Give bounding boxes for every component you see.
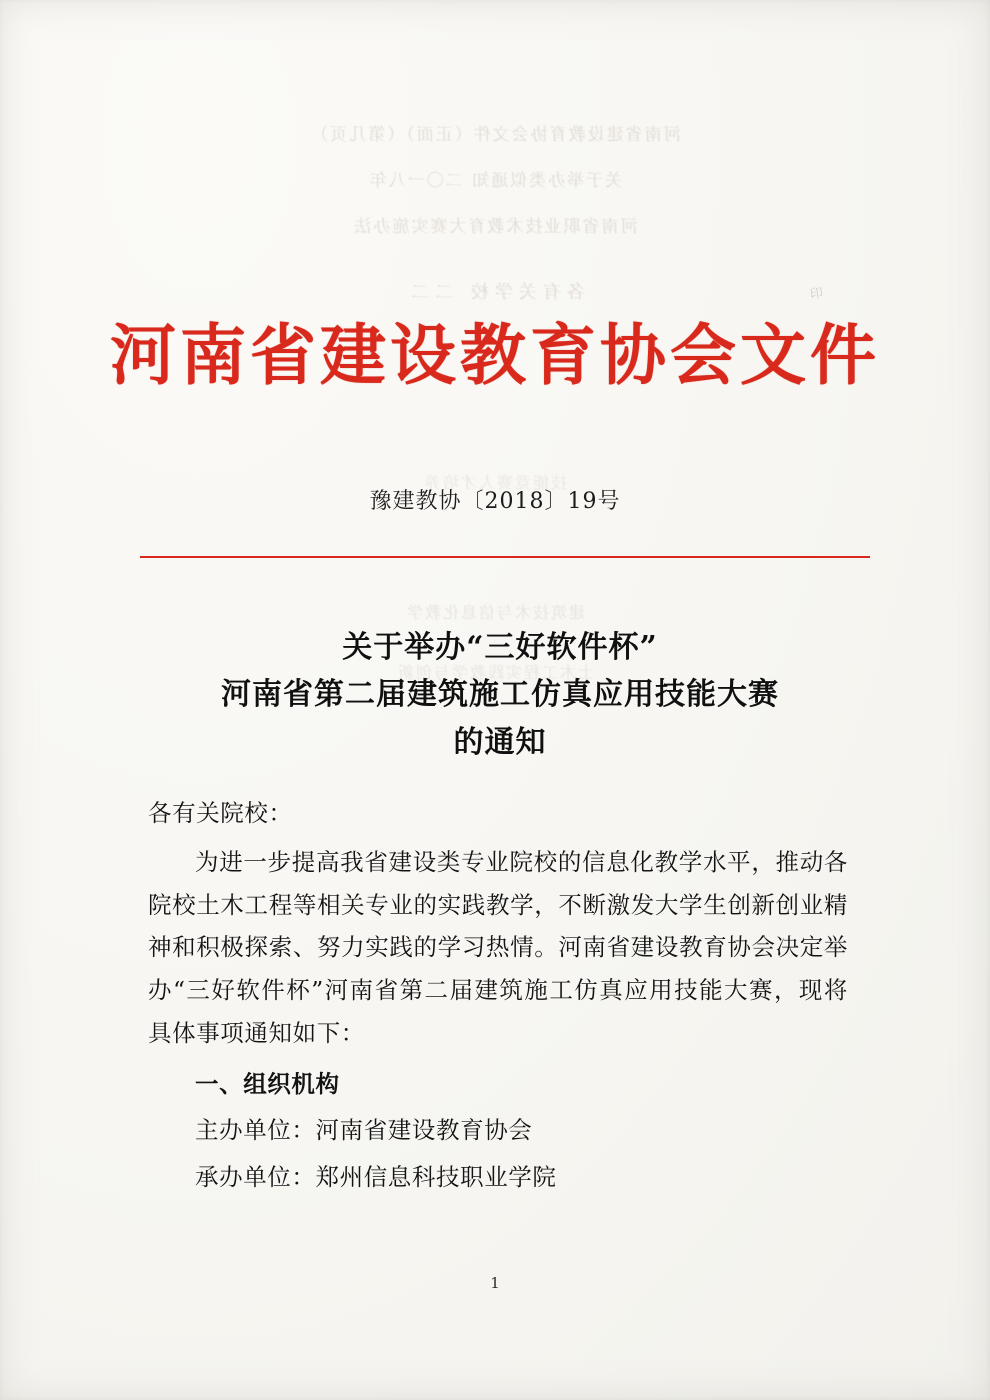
page-title-line-3: 的通知 <box>453 724 547 760</box>
document-masthead-title: 河南省建设教育协会文件 <box>110 316 880 394</box>
bleed-through-line-5: 建筑技术与信息化教学 <box>405 603 586 622</box>
bleed-through-line-1: 河南省建设教育协会文件（正面）（第几页） <box>309 125 681 145</box>
bleed-through-line-6: 土木工程实践教学与创新 <box>396 663 595 682</box>
document-body <box>148 792 848 1199</box>
bleed-through-line-2: 关于举办类似通知 二〇一八年 <box>367 171 623 191</box>
bleed-through-line-3: 河南省职业技术教育大赛实施办法 <box>352 217 638 237</box>
page-number: 1 <box>490 1274 500 1292</box>
co-organizer-line: 承办单位：郑州信息科技职业学院 <box>195 1163 557 1192</box>
body-paragraph-1: 为进一步提高我省建设类专业院校的信息化教学水平，推动各院校土木工程等相关专业的实践教学，不断激发大学生创新创业精神和积极探索、努力实践的学习热情。河南省建设教育协会决定举办“三好软件杯”河南省第二届建筑施工仿真应用技能大赛，现将具体事项通知如下： <box>148 847 848 1047</box>
bleed-through-line-7: 技能竞赛人才培养 <box>423 473 568 492</box>
page-title <box>120 624 880 766</box>
bleed-through-line-4: 各有关学校 二二 <box>405 282 585 303</box>
salutation: 各有关院校： <box>148 799 293 827</box>
document-number: 豫建教协〔2018〕19号 <box>369 489 621 514</box>
organizer-line: 主办单位：河南省建设教育协会 <box>195 1116 533 1145</box>
page-title-line-1: 关于举办“三好软件杯” <box>342 630 658 665</box>
red-horizontal-rule <box>140 556 870 558</box>
section-heading-1: 一、组织机构 <box>195 1069 340 1098</box>
faint-stamp-icon: 印 <box>809 285 825 303</box>
page-title-line-2: 河南省第二届建筑施工仿真应用技能大赛 <box>221 677 779 713</box>
